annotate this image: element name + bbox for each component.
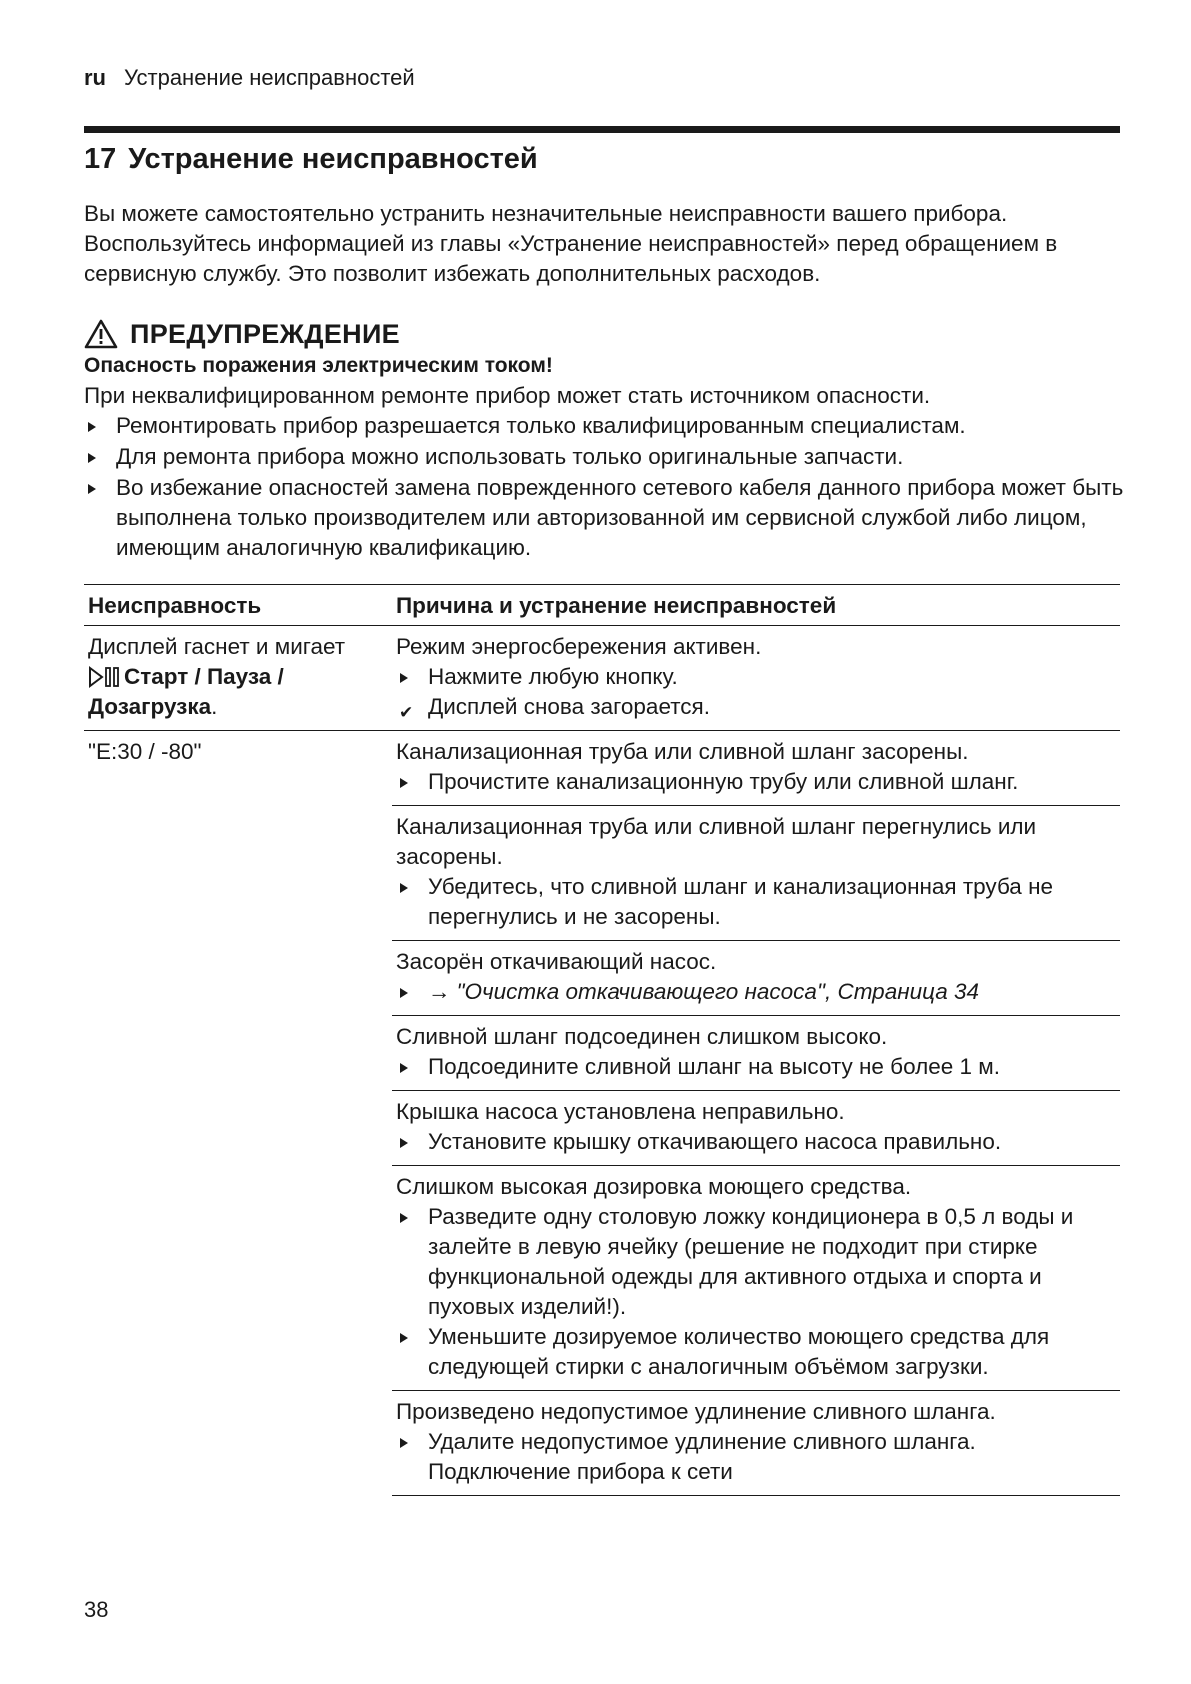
bullet-arrow-icon [400, 673, 408, 683]
result-line: ✔ Дисплей снова загорается. [396, 692, 1116, 722]
cause-cell: Канализационная труба или сливной шланг перегнулись или засорены. Убедитесь, что сливной шланг и канализационная труба не перегнулись и не засорены. [392, 806, 1120, 941]
bullet-arrow-icon [400, 778, 408, 788]
table-header-row [84, 585, 1120, 626]
cause-cell: Канализационная труба или сливной шланг засорены. Прочистите канализационную трубу или сливной шланг. [392, 731, 1120, 806]
header-cause: Причина и устранение неисправностей [392, 585, 1120, 626]
remedy-step [396, 977, 1116, 1007]
warning-item: Ремонтировать прибор разрешается только квалифицированным специалистам. [84, 411, 1124, 441]
remedy-step: Подсоедините сливной шланг на высоту не более 1 м. [396, 1052, 1116, 1082]
intro-paragraph: Вы можете самостоятельно устранить незначительные неисправности вашего прибора. Воспользуйтесь информацией из главы «Устранение неисправностей» перед обращением в сервисную службу. Это позволит избежать дополнительных расходов. [84, 201, 1058, 286]
button-name: Старт / Пауза / Дозагрузка [88, 664, 284, 719]
warning-block [84, 317, 1124, 564]
arrow-icon: → [428, 979, 451, 1004]
warning-item: Для ремонта прибора можно использовать только оригинальные запчасти. [84, 442, 1124, 472]
bullet-arrow-icon [400, 1438, 408, 1448]
troubleshooting-table [84, 584, 1120, 1496]
table-row [84, 731, 1120, 806]
fault-cell: Дисплей гаснет и мигает Старт / Пауза / Дозагрузка. [84, 626, 392, 731]
cause-cell: Крышка насоса установлена неправильно. Установите крышку откачивающего насоса правильно. [392, 1091, 1120, 1166]
fault-cell: "E:30 / -80" [84, 731, 392, 1496]
remedy-step: Уменьшите дозируемое количество моющего средства для следующей стирки с аналогичным объёмом загрузки. [396, 1322, 1116, 1382]
warning-subtitle: Опасность поражения электрическим током! [84, 354, 553, 377]
chapter-title-text: Устранение неисправностей [128, 143, 538, 175]
bullet-arrow-icon [400, 1333, 408, 1343]
cause-cell: Слишком высокая дозировка моющего средства. Разведите одну столовую ложку кондиционера в 0,5 л воды и залейте в левую ячейку (решение не подходит при стирке функциональной одежды для активного отдыха и спорта и пуховых изделий!). Уменьшите дозируемое количество моющего средства для следующей стирки с аналогичным объёмом загрузки. [392, 1166, 1120, 1391]
remedy-step: Убедитесь, что сливной шланг и канализационная труба не перегнулись и не засорены. [396, 872, 1116, 932]
page-number: 38 [84, 1597, 109, 1622]
bullet-arrow-icon [88, 422, 96, 432]
warning-triangle-icon [84, 319, 118, 349]
warning-title: ПРЕДУПРЕЖДЕНИЕ [130, 319, 400, 349]
remedy-step: Прочистите канализационную трубу или сливной шланг. [396, 767, 1116, 797]
chapter-title [84, 140, 538, 178]
remedy-step: Разведите одну столовую ложку кондиционера в 0,5 л воды и залейте в левую ячейку (решение не подходит при стирке функциональной одежды для активного отдыха и спорта и пуховых изделий!). [396, 1202, 1116, 1322]
remedy-step: Установите крышку откачивающего насоса правильно. [396, 1127, 1116, 1157]
bullet-arrow-icon [88, 453, 96, 463]
bullet-arrow-icon [400, 1213, 408, 1223]
warning-list [84, 411, 1124, 563]
header-rule [84, 126, 1120, 133]
cause-cell: Режим энергосбережения активен. Нажмите любую кнопку. ✔ Дисплей снова загорается. [392, 626, 1120, 731]
cause-cell: Произведено недопустимое удлинение сливного шланга. Удалите недопустимое удлинение сливного шланга. Подключение прибора к сети [392, 1391, 1120, 1496]
chapter-number: 17 [84, 143, 117, 175]
bullet-arrow-icon [88, 484, 96, 494]
header-fault: Неисправность [84, 585, 392, 626]
cross-reference-link[interactable]: "Очистка откачивающего насоса", Страница 34 [456, 979, 980, 1004]
language-code: ru [84, 65, 106, 90]
table-row [84, 626, 1120, 731]
warning-item: Во избежание опасностей замена поврежденного сетевого кабеля данного прибора может быть выполнена только производителем или авторизованной им сервисной службой либо лицом, имеющим аналогичную квалификацию. [84, 473, 1124, 563]
bullet-arrow-icon [400, 883, 408, 893]
running-header-title: Устранение неисправностей [124, 65, 415, 90]
bullet-arrow-icon [400, 1138, 408, 1148]
warning-heading [84, 317, 1124, 351]
start-pause-icon [88, 666, 122, 688]
cause-cell: Сливной шланг подсоединен слишком высоко. Подсоедините сливной шланг на высоту не более 1 м. [392, 1016, 1120, 1091]
checkmark-icon: ✔ [399, 703, 414, 722]
remedy-step: Нажмите любую кнопку. [396, 662, 1116, 692]
remedy-step: Удалите недопустимое удлинение сливного шланга. Подключение прибора к сети [396, 1427, 1116, 1487]
running-header [84, 64, 415, 92]
bullet-arrow-icon [400, 1063, 408, 1073]
cause-cell: Засорён откачивающий насос. → "Очистка откачивающего насоса", Страница 34 [392, 941, 1120, 1016]
bullet-arrow-icon [400, 988, 408, 998]
warning-text: При неквалифицированном ремонте прибор может стать источником опасности. [84, 383, 931, 408]
